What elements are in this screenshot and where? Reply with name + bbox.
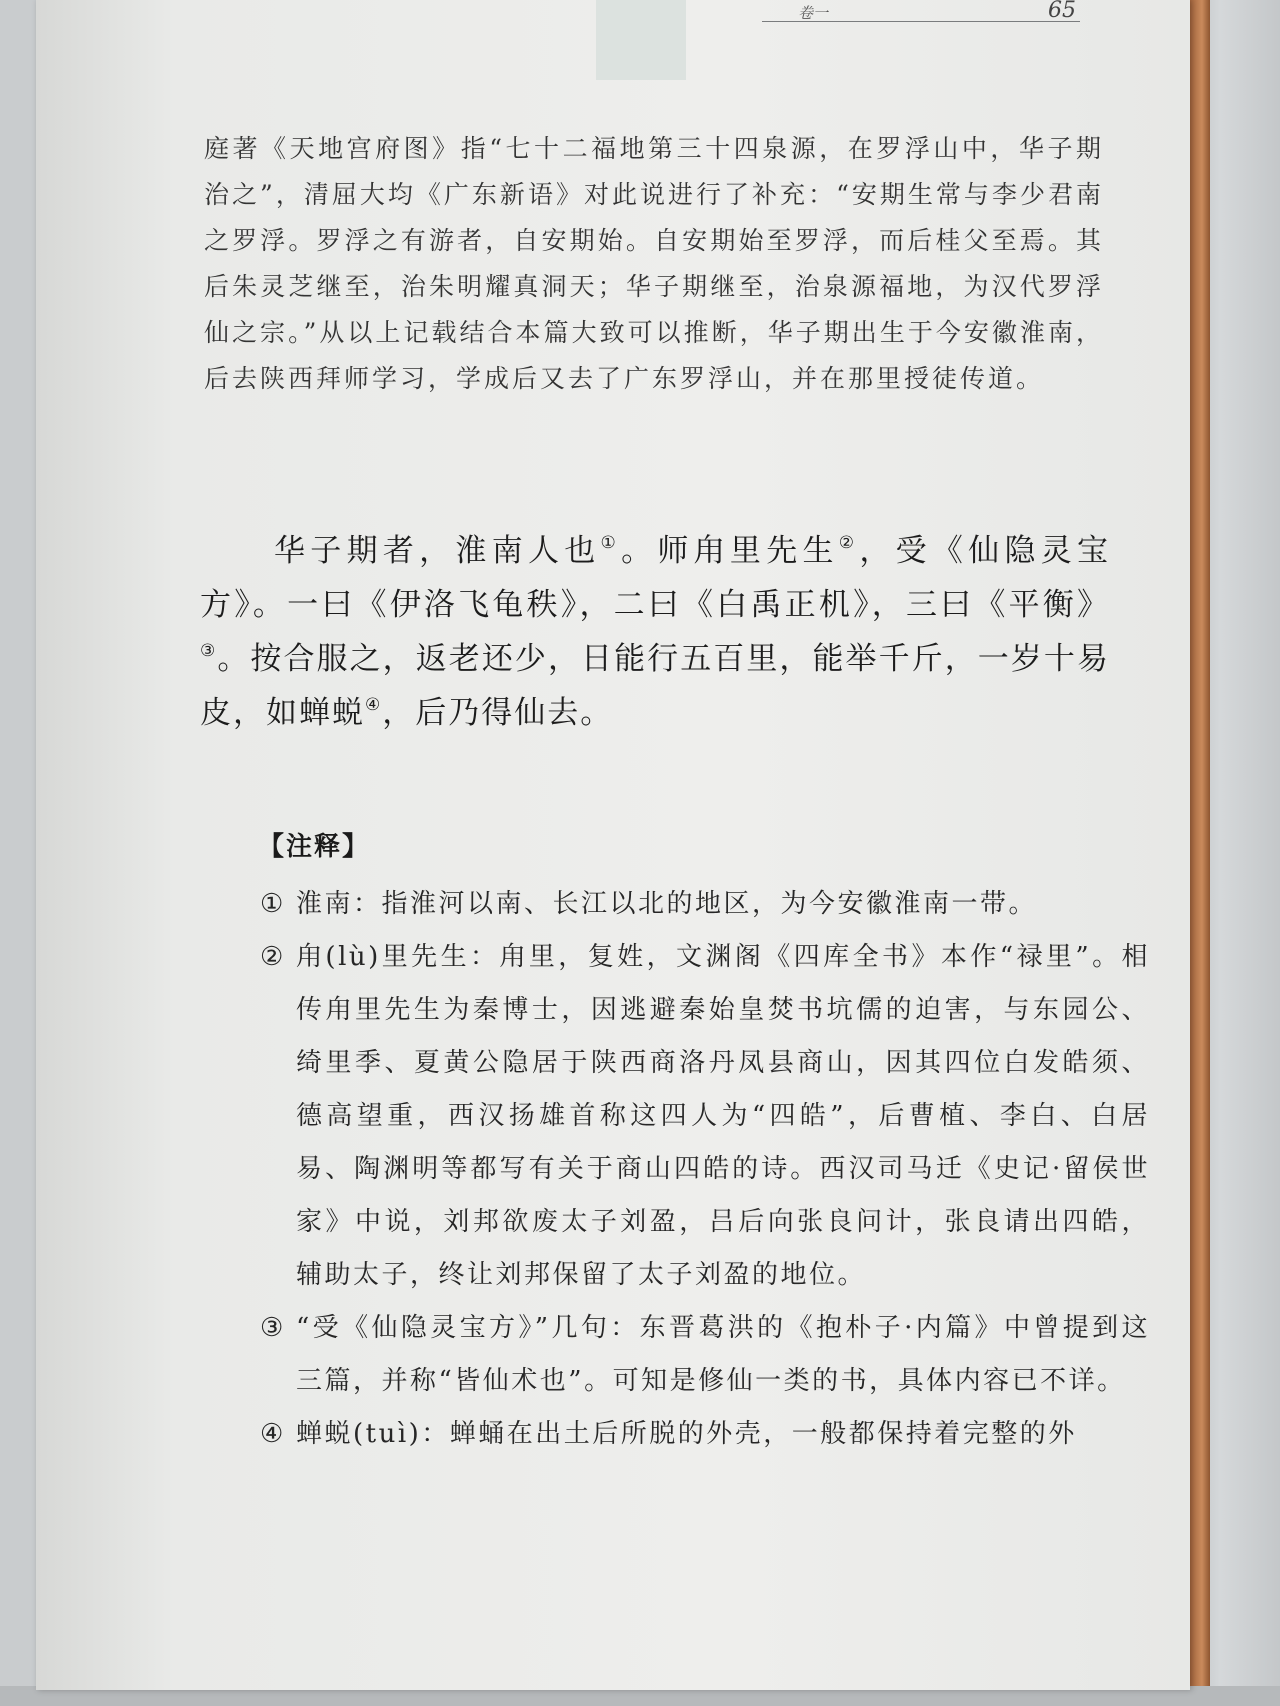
note-item-1: [260, 878, 1150, 931]
footnote-marker-1: ①: [600, 532, 622, 553]
main-text-segment: ，后乃得仙去。: [382, 695, 614, 731]
footnote-marker-4: ④: [365, 694, 383, 715]
note-item-3: [260, 1302, 1150, 1408]
footnote-marker-2: ②: [838, 532, 860, 553]
note-number: ①: [260, 889, 286, 919]
main-text-segment: ，受《仙隐灵宝方》。一曰《伊洛飞龟秩》，二曰《白禹正机》，三曰《平衡》: [200, 533, 1111, 623]
notes-list: [260, 878, 1150, 1461]
main-paragraph: [200, 524, 1110, 740]
notes-heading: 【注释】: [258, 832, 371, 862]
note-text: 淮南：指淮河以南、长江以北的地区，为今安徽淮南一带。: [296, 889, 1038, 919]
main-text-segment: 。师甪里先生: [621, 533, 839, 569]
footnote-marker-3: ③: [200, 640, 218, 661]
page-number: 65: [1048, 0, 1076, 23]
main-text-segment: 。按合服之，返老还少，日能行五百里，能举千斤，一岁十易皮，如蝉蜕: [200, 641, 1110, 731]
intro-paragraph: 庭著《天地宫府图》指“七十二福地第三十四泉源，在罗浮山中，华子期治之”，清屈大均《广东新语》对此说进行了补充：“安期生常与李少君南之罗浮。罗浮之有游者，自安期始。自安期始至罗浮，而后桂父至焉。其后朱灵芝继至，治朱明耀真洞天；华子期继至，治泉源福地，为汉代罗浮仙之宗。”从以上记载结合本篇大致可以推断，华子期出生于今安徽淮南，后去陕西拜师学习，学成后又去了广东罗浮山，并在那里授徒传道。: [204, 134, 1104, 393]
note-item-4: [260, 1408, 1150, 1461]
print-bleed-block: [596, 0, 686, 80]
note-text: 甪(lù)里先生：甪里，复姓，文渊阁《四库全书》本作“禄里”。相传甪里先生为秦博士，因逃避秦始皇焚书坑儒的迫害，与东园公、绮里季、夏黄公隐居于陕西商洛丹凤县商山，因其四位白发皓须、德高望重，西汉扬雄首称这四人为“四皓”，后曹植、李白、白居易、陶渊明等都写有关于商山四皓的诗。西汉司马迁《史记·留侯世家》中说，刘邦欲废太子刘盈，吕后向张良问计，张良请出四皓，辅助太子，终让刘邦保留了太子刘盈的地位。: [296, 942, 1150, 1290]
note-number: ③: [260, 1313, 286, 1343]
main-text: [200, 524, 1110, 740]
book-page: [36, 0, 1190, 1690]
note-item-2: [260, 931, 1150, 1302]
book-cover-edge: [1190, 0, 1210, 1706]
note-text: 蝉蜕(tuì)：蝉蛹在出土后所脱的外壳，一般都保持着完整的外: [296, 1419, 1077, 1449]
running-head: 卷一: [798, 4, 829, 22]
note-number: ②: [260, 942, 286, 972]
main-text-segment: 华子期者，淮南人也: [274, 533, 601, 569]
note-text: “受《仙隐灵宝方》”几句：东晋葛洪的《抱朴子·内篇》中曾提到这三篇，并称“皆仙术也”。可知是修仙一类的书，具体内容已不详。: [296, 1313, 1150, 1396]
note-number: ④: [260, 1419, 286, 1449]
